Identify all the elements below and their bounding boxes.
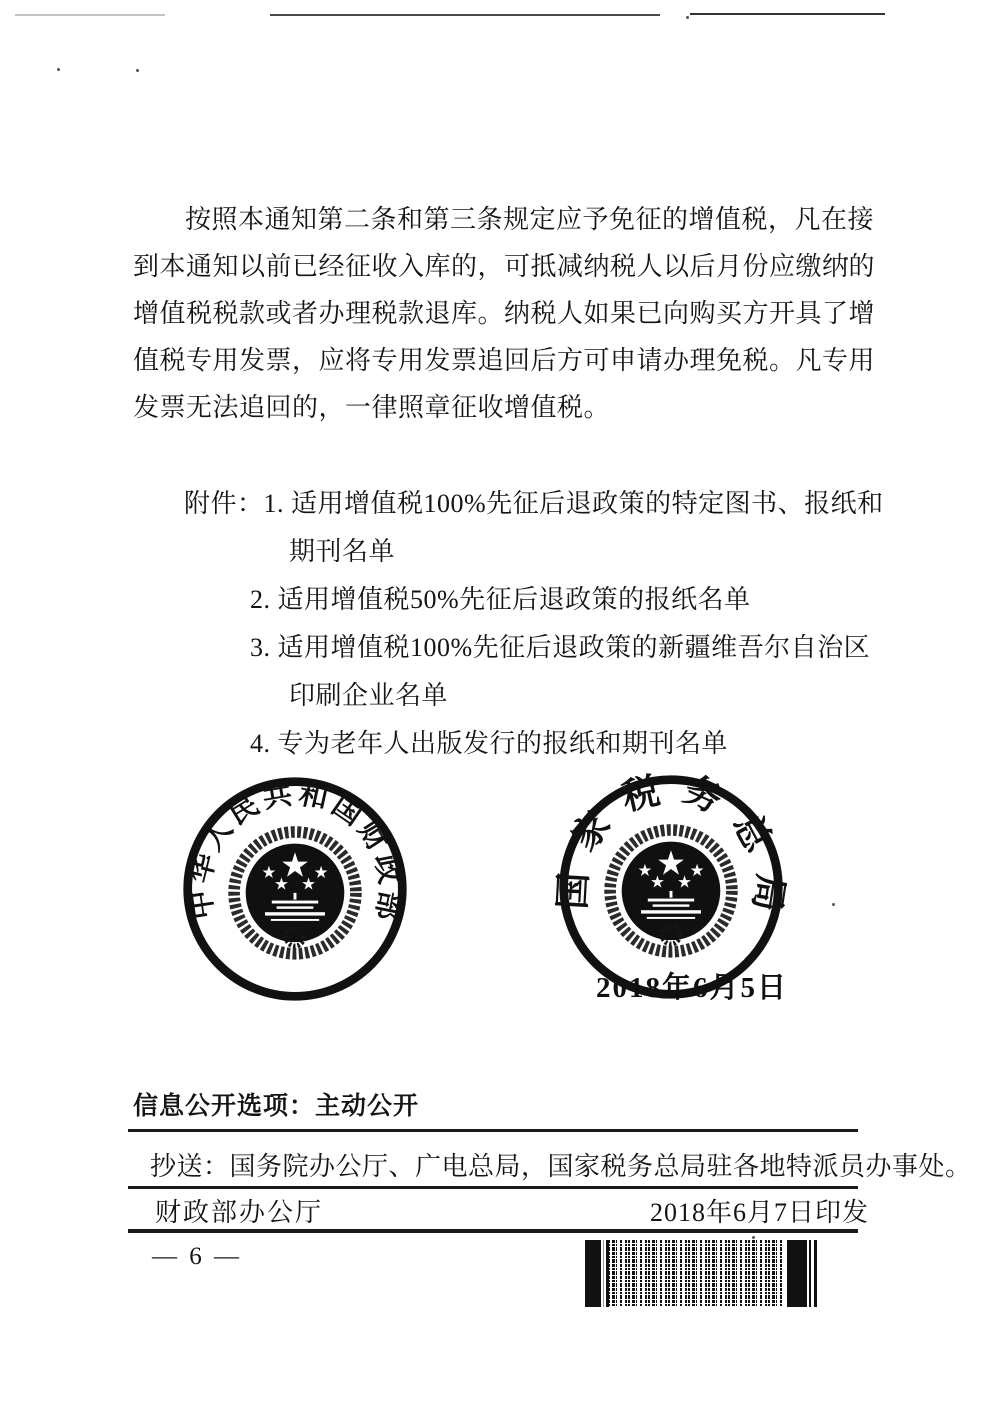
national-emblem-icon (610, 830, 732, 952)
scan-artifact-line (690, 13, 885, 15)
issuing-office: 财政部办公厅 (155, 1198, 324, 1227)
attachment-line: 4. 专为老年人出版发行的报纸和期刊名单 (250, 729, 729, 758)
print-date: 2018年6月7日印发 (650, 1198, 870, 1227)
scan-speck (136, 69, 139, 72)
body-line: 增值税税款或者办理税款退库。纳税人如果已向购买方开具了增 (133, 299, 876, 328)
cc-line: 抄送：国务院办公厅、广电总局，国家税务总局驻各地特派员办事处。 (150, 1152, 972, 1181)
pdf417-barcode-icon (585, 1240, 817, 1307)
attachment-line: 附件：1. 适用增值税100%先征后退政策的特定图书、报纸和 (184, 489, 884, 518)
page-number: — 6 — (152, 1243, 242, 1270)
seal-graphic (179, 773, 411, 1005)
body-line: 到本通知以前已经征收入库的，可抵减纳税人以后月份应缴纳的 (133, 252, 876, 281)
disclosure-line: 信息公开选项：主动公开 (133, 1092, 420, 1120)
scan-artifact-line (270, 14, 660, 16)
ministry-of-finance-seal (179, 773, 411, 1005)
attachment-line: 印刷企业名单 (289, 681, 449, 710)
attachment-line: 3. 适用增值税100%先征后退政策的新疆维吾尔自治区 (250, 633, 871, 662)
divider-rule (128, 1129, 858, 1132)
national-emblem-icon (234, 832, 356, 954)
body-line: 值税专用发票，应将专用发票追回后方可申请办理免税。凡专用 (133, 346, 876, 375)
seal-ring-textpath: 中华人民共和国财政部 (183, 777, 407, 927)
seal-ring-textpath: 国家税务总局 (555, 771, 787, 933)
scan-artifact-line (15, 14, 165, 16)
body-line: 发票无法追回的，一律照章征收增值税。 (133, 393, 611, 422)
attachment-line: 期刊名单 (289, 537, 396, 566)
divider-rule (128, 1229, 858, 1233)
attachment-line: 2. 适用增值税50%先征后退政策的报纸名单 (250, 585, 751, 614)
body-line: 按照本通知第二条和第三条规定应予免征的增值税，凡在接 (185, 205, 875, 234)
divider-rule (128, 1186, 858, 1189)
scan-speck (832, 903, 835, 906)
scan-speck (686, 16, 689, 19)
seal-date: 2018年6月5日 (596, 972, 789, 1004)
scan-speck (752, 1236, 755, 1239)
scan-speck (57, 68, 60, 71)
